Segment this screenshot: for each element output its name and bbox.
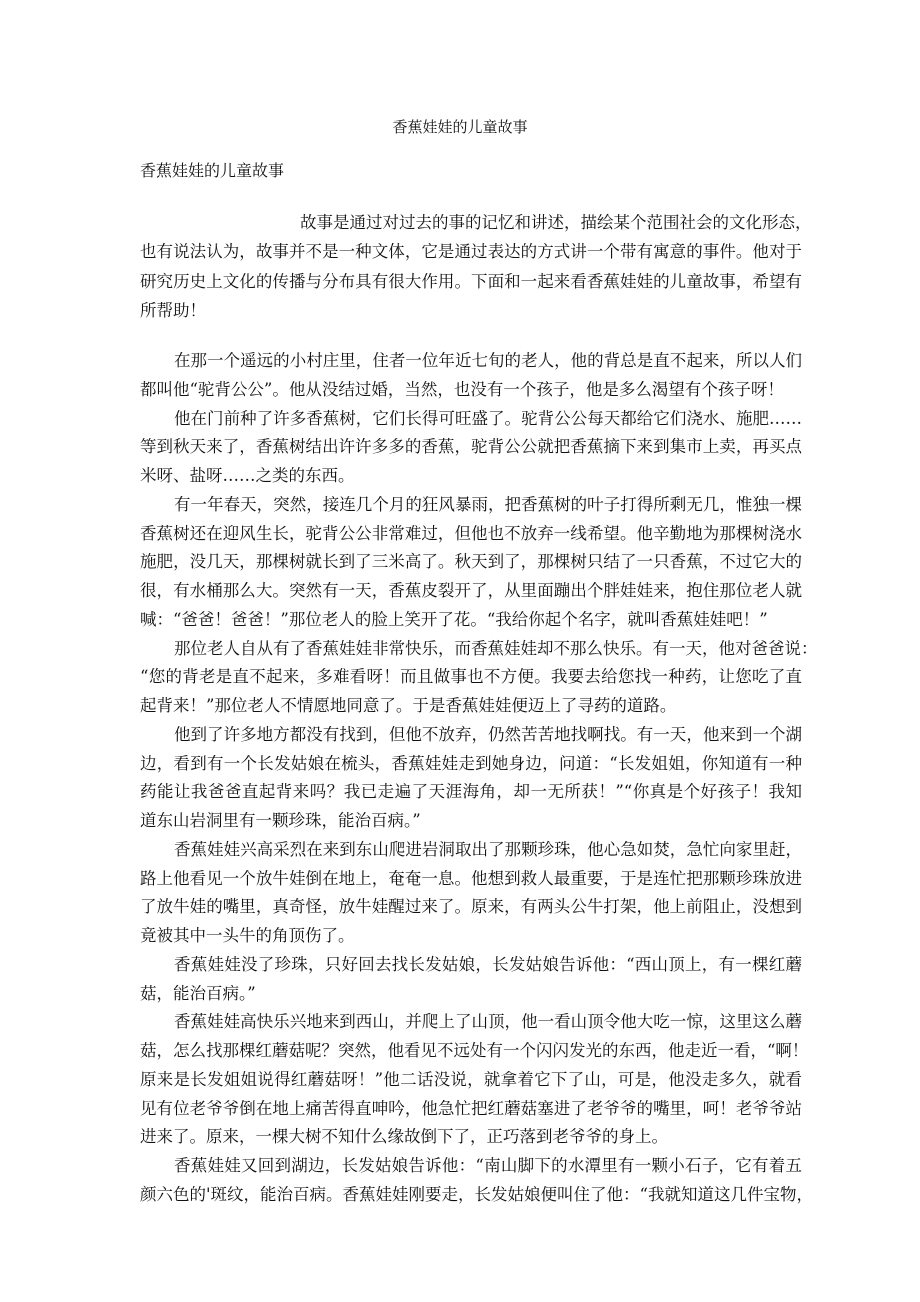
document-subtitle: 香蕉娃娃的儿童故事 xyxy=(140,161,285,180)
story-paragraph xyxy=(140,635,818,721)
story-paragraph xyxy=(140,836,802,951)
paragraph-line: 起背来！”那位老人不情愿地同意了。于是香蕉娃娃便迈上了寻药的道路。 xyxy=(140,696,677,715)
story-paragraph xyxy=(140,721,802,836)
paragraph-line: 喊：“爸爸！爸爸！”那位老人的脸上笑开了花。“我给你起个名字，就叫香蕉娃娃吧！” xyxy=(140,609,768,629)
paragraph-line: 等到秋天来了，香蕉树结出许许多多的香蕉，驼背公公就把香蕉摘下来到集市上卖，再买点 xyxy=(140,437,802,457)
intro-line: 研究历史上文化的传播与分布具有很大作用。下面和一起来看香蕉娃娃的儿童故事，希望有 xyxy=(140,271,802,291)
story-paragraph xyxy=(140,951,802,1009)
paragraph-line: 在那一个遥远的小村庄里，住者一位年近七旬的老人，他的背总是直不起来，所以人们 xyxy=(174,351,802,370)
paragraph-line: 香蕉树还在迎风生长，驼背公公非常难过，但他也不放弃一线希望。他辛勤地为那棵树浇水 xyxy=(140,523,802,543)
story-paragraph xyxy=(140,347,802,405)
paragraph-line: 进来了。原来，一棵大树不知什么缘故倒下了，正巧落到老爷爷的身上。 xyxy=(140,1127,668,1147)
paragraph-line: “您的背老是直不起来，多难看呀！而且做事也不方便。我要去给您找一种药，让您吃了直 xyxy=(140,667,802,687)
paragraph-line: 很，有水桶那么大。突然有一天，香蕉皮裂开了，从里面蹦出个胖娃娃来，抱住那位老人就 xyxy=(140,581,802,600)
intro-line: 也有说法认为，故事并不是一种文体，它是通过表达的方式讲一个带有寓意的事件。他对于 xyxy=(140,242,802,262)
paragraph-line: 那位老人自从有了香蕉娃娃非常快乐，而香蕉娃娃却不那么快乐。有一天，他对爸爸说： xyxy=(174,638,818,658)
story-body xyxy=(140,347,818,1210)
story-paragraph xyxy=(140,1152,813,1210)
story-paragraph xyxy=(140,405,802,491)
story-paragraph xyxy=(140,1008,809,1152)
paragraph-line: 竟被其中一头牛的角顶伤了。 xyxy=(140,926,355,945)
paragraph-line: 了放牛娃的嘴里，真奇怪，放牛娃醒过来了。原来，有两头公牛打架，他上前阻止，没想到 xyxy=(140,897,802,917)
paragraph-line: 香蕉娃娃兴高采烈在来到东山爬进岩洞取出了那颗珍珠，他心急如焚，急忙向家里赶， xyxy=(174,839,802,859)
paragraph-line: 香蕉娃娃没了珍珠，只好回去找长发姑娘，长发姑娘告诉他：“西山顶上，有一棵红蘑 xyxy=(174,954,802,974)
story-paragraph xyxy=(140,491,802,635)
document-title: 香蕉娃娃的儿童故事 xyxy=(392,118,528,136)
paragraph-line: 香蕉娃娃高快乐兴地来到西山，并爬上了山顶，他一看山顶令他大吃一惊，这里这么蘑 xyxy=(174,1012,802,1032)
intro-line: 故事是通过对过去的事的记忆和讲述，描绘某个范围社会的文化形态， xyxy=(300,213,812,232)
paragraph-line: 他到了许多地方都没有找到，但他不放弃，仍然苦苦地找啊找。有一天，他来到一个湖 xyxy=(174,724,802,744)
paragraph-line: 施肥，没几天，那棵树就长到了三米高了。秋天到了，那棵树只结了一只香蕉，不过它大的 xyxy=(140,552,802,572)
paragraph-line: 他在门前种了许多香蕉树，它们长得可旺盛了。驼背公公每天都给它们浇水、施肥…… xyxy=(174,408,802,428)
intro-paragraph xyxy=(140,208,812,325)
paragraph-line: 菇，怎么找那棵红蘑菇呢？突然，他看见不远处有一个闪闪发光的东西，他走近一看，“啊！ xyxy=(140,1041,809,1060)
paragraph-line: 路上他看见一个放牛娃倒在地上，奄奄一息。他想到救人最重要，于是连忙把那颗珍珠放进 xyxy=(140,868,802,888)
paragraph-line: 香蕉娃娃又回到湖边，长发姑娘告诉他：“南山脚下的水潭里有一颗小石子，它有着五 xyxy=(174,1156,802,1175)
paragraph-line: 米呀、盐呀……之类的东西。 xyxy=(140,466,355,485)
paragraph-line: 道东山岩洞里有一颗珍珠，能治百病。” xyxy=(140,811,421,830)
paragraph-line: 见有位老爷爷倒在地上痛苦得直呻吟，他急忙把红蘑菇塞进了老爷爷的嘴里，呵！老爷爷站 xyxy=(140,1098,802,1118)
paragraph-line: 原来是长发姐姐说得红蘑菇呀！”他二话没说，就拿着它下了山，可是，他没走多久，就看 xyxy=(140,1069,802,1089)
intro-line: 所帮助！ xyxy=(140,300,206,320)
paragraph-line: 边，看到有一个长发姑娘在梳头，香蕉娃娃走到她身边，问道：“长发姐姐，你知道有一种 xyxy=(140,753,802,773)
paragraph-line: 有一年春天，突然，接连几个月的狂风暴雨，把香蕉树的叶子打得所剩无几，惟独一棵 xyxy=(174,494,802,514)
paragraph-line: 都叫他“驼背公公”。他从没结过婚，当然，也没有一个孩子，他是多么渴望有个孩子呀！ xyxy=(140,379,784,399)
paragraph-line: 颜六色的'斑纹，能治百病。香蕉娃娃刚要走，长发姑娘便叫住了他：“我就知道这几件宝物， xyxy=(140,1184,813,1204)
paragraph-line: 菇，能治百病。” xyxy=(140,983,256,1003)
paragraph-line: 药能让我爸爸直起背来吗？我已走遍了天涯海角，却一无所获！”“你真是个好孩子！我知 xyxy=(140,782,802,802)
